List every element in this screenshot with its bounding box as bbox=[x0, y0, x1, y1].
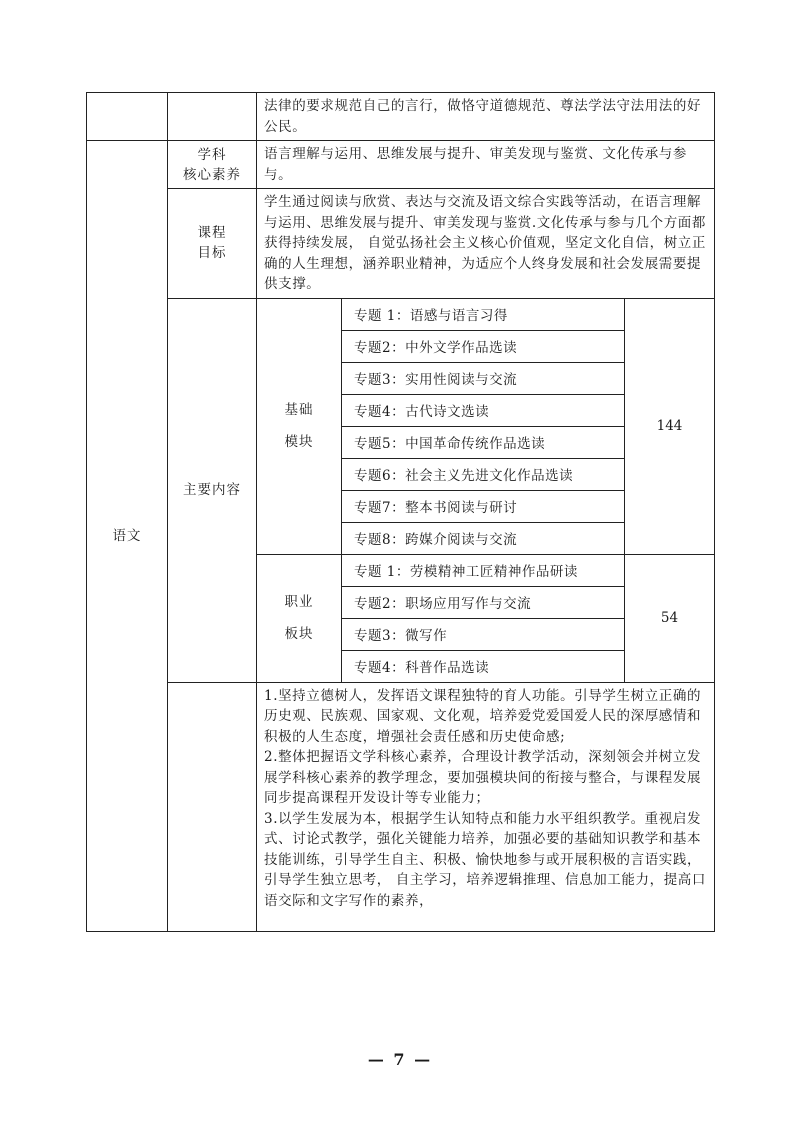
list-item: 专题5：中国革命传统作品选读 bbox=[342, 426, 624, 458]
list-item: 专题6：社会主义先进文化作品选读 bbox=[342, 458, 624, 490]
list-item: 专题4：科普作品选读 bbox=[342, 650, 624, 682]
list-item: 专题8：跨媒介阅读与交流 bbox=[342, 522, 624, 554]
requirement-item: 1.坚持立德树人，发挥语文课程独特的育人功能。引导学生树立正确的历史观、民族观、国家观、文化观，培养爱党爱国爱人民的深厚感情和积极的人生态度，增强社会责任感和历史使命感; bbox=[264, 687, 702, 745]
list-item: 专题2：中外文学作品选读 bbox=[342, 330, 624, 362]
empty-cell bbox=[168, 682, 257, 931]
requirement-item: 3.以学生发展为本，根据学生认知特点和能力水平组织教学。重视启发式、讨论式教学，强化关键能力培养，加强必要的基础知识教学和基本技能训练，引导学生自主、积极、愉快地参与或开展积极的言语实践，引导学生独立思考， 自主学习，培养逻辑推理、信息加工能力，提高口语交际和文字写作的素养， bbox=[264, 810, 706, 909]
vocational-module-label: 职业 板块 bbox=[257, 554, 342, 682]
basic-topics-list bbox=[342, 299, 624, 554]
subject-cell: 语文 bbox=[87, 141, 168, 932]
table-row-top bbox=[87, 93, 715, 141]
list-item: 专题4：古代诗文选读 bbox=[342, 394, 624, 426]
basic-hours: 144 bbox=[625, 298, 715, 554]
list-item: 专题 1：语感与语言习得 bbox=[342, 299, 624, 331]
list-item: 专题2：职场应用写作与交流 bbox=[342, 586, 624, 618]
requirement-item: 2.整体把握语文学科核心素养，合理设计教学活动，深刻领会并树立发展学科核心素养的教学理念，要加强模块间的衔接与整合，与课程发展同步提高课程开发设计等专业能力； bbox=[264, 749, 702, 806]
basic-module-label: 基础 模块 bbox=[257, 298, 342, 554]
table-row-teaching-requirements bbox=[87, 682, 715, 931]
course-goal-label: 课程 目标 bbox=[168, 189, 257, 299]
basic-topics-cell bbox=[342, 298, 625, 554]
course-table bbox=[86, 92, 715, 932]
course-goal-text: 学生通过阅读与欣赏、表达与交流及语文综合实践等活动，在语言理解与运用、思维发展与提升、审美发现与鉴赏.文化传承与参与几个方面都获得持续发展， 自觉弘扬社会主义核心价值观，坚定文化自信，树立正确的人生理想，涵养职业精神，为适应个人终身发展和社会发展需要提供支撑。 bbox=[257, 189, 715, 299]
main-content-label: 主要内容 bbox=[168, 298, 257, 682]
vocational-topics-list bbox=[342, 555, 624, 682]
table-row-basic-module bbox=[87, 298, 715, 554]
empty-cell bbox=[87, 93, 168, 141]
core-literacy-text: 语言理解与运用、思维发展与提升、审美发现与鉴赏、文化传承与参与。 bbox=[257, 141, 715, 189]
teaching-requirements-text bbox=[257, 682, 715, 931]
vocational-hours: 54 bbox=[625, 554, 715, 682]
continued-text: 法律的要求规范自己的言行，做恪守道德规范、尊法学法守法用法的好公民。 bbox=[257, 93, 715, 141]
table-row-core-literacy bbox=[87, 141, 715, 189]
vocational-topics-cell bbox=[342, 554, 625, 682]
list-item: 专题7：整本书阅读与研讨 bbox=[342, 490, 624, 522]
list-item: 专题3：实用性阅读与交流 bbox=[342, 362, 624, 394]
empty-cell bbox=[168, 93, 257, 141]
list-item: 专题 1：劳模精神工匠精神作品研读 bbox=[342, 555, 624, 587]
page-number: — 7 — bbox=[367, 1050, 433, 1069]
core-literacy-label: 学科 核心素养 bbox=[168, 141, 257, 189]
list-item: 专题3：微写作 bbox=[342, 618, 624, 650]
table-row-course-goal bbox=[87, 189, 715, 299]
